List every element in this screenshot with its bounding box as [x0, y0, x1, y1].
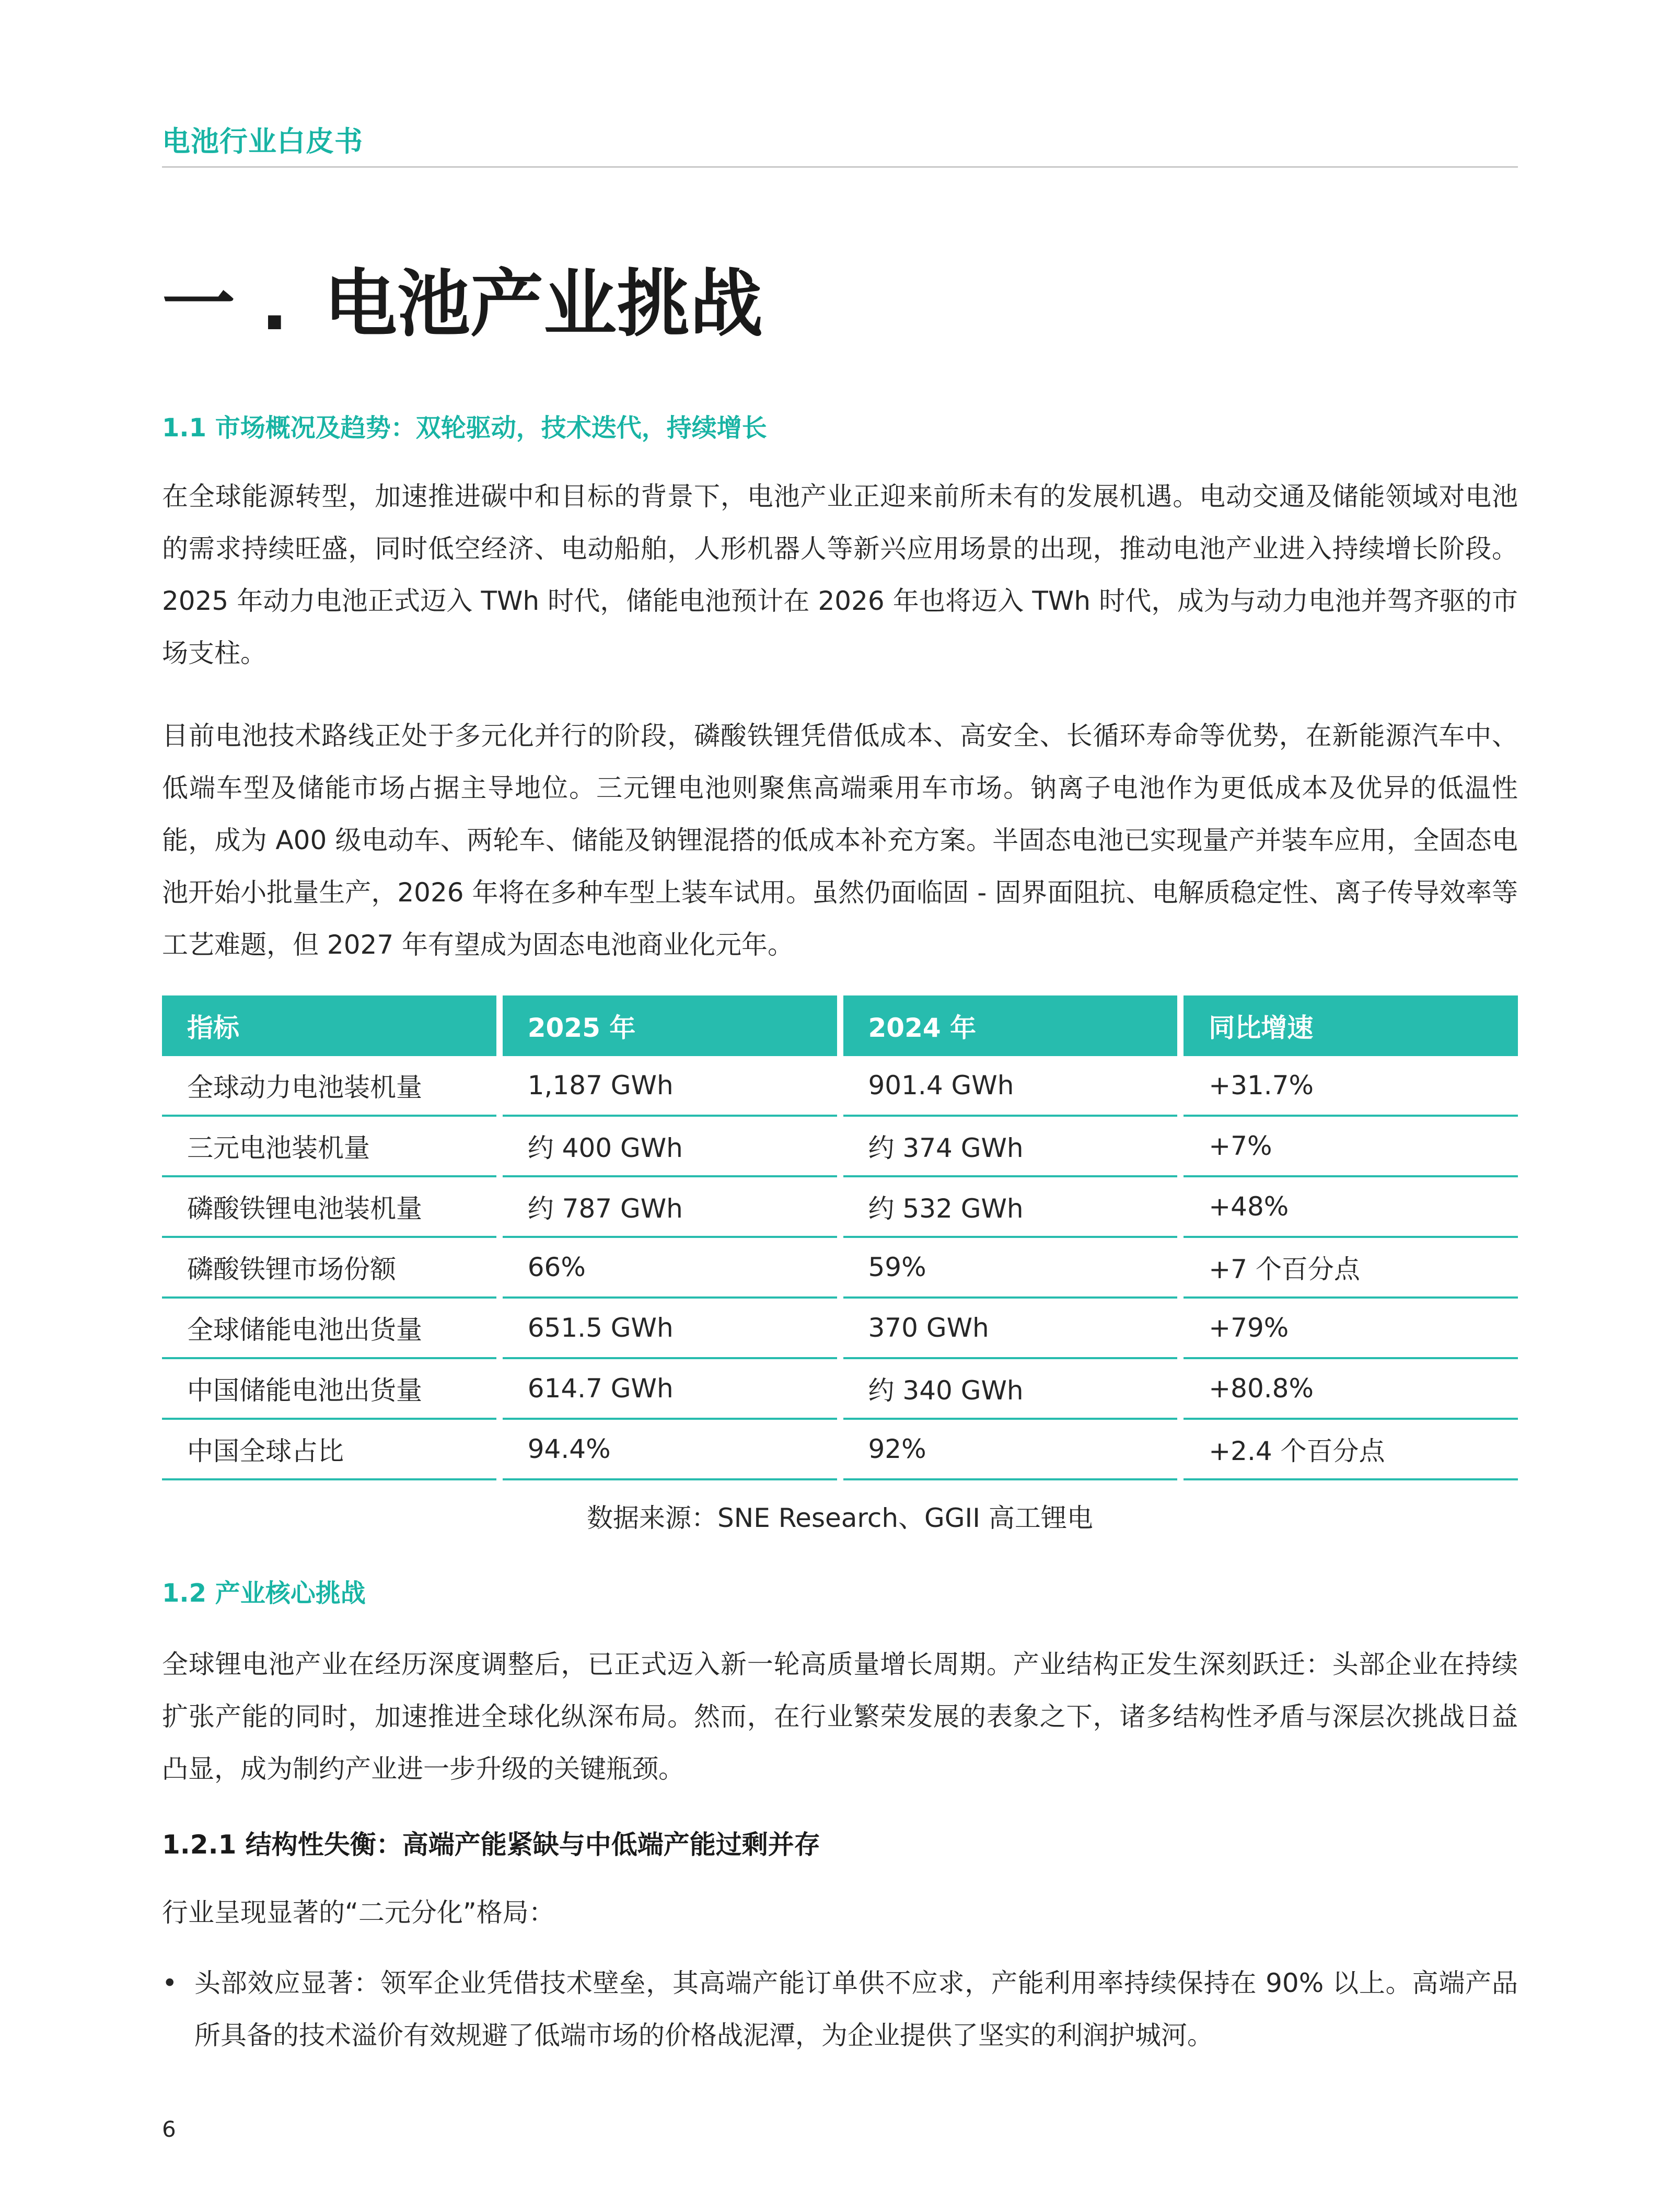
page-number: 6: [162, 2116, 176, 2142]
section-heading-1-1: 1.1 市场概况及趋势：双轮驱动，技术迭代，持续增长: [162, 413, 767, 443]
table-row: [162, 1359, 1518, 1420]
table-row: [162, 1177, 1518, 1238]
paragraph-technology-routes: 目前电池技术路线正处于多元化并行的阶段，磷酸铁锂凭借低成本、高安全、长循环寿命等优势，在新能源汽车中、低端车型及储能市场占据主导地位。三元锂电池则聚焦高端乘用车市场。钠离子电池作为更低成本及优异的低温性能，成为 A00 级电动车、两轮车、储能及钠锂混搭的低成本补充方案。半固态电池已实现量产并装车应用，全固态电池开始小批量生产，2026 年将在多种车型上装车试用。虽然仍面临固 - 固界面阻抗、电解质稳定性、离子传导效率等工艺难题，但 2027 年有望成为固态电池商业化元年。: [162, 721, 1518, 960]
table-cell: 全球动力电池装机量: [162, 1056, 496, 1117]
table-cell: 约 532 GWh: [843, 1177, 1178, 1238]
table-row: [162, 1299, 1518, 1359]
table-cell: 约 400 GWh: [503, 1117, 837, 1177]
paragraph-market-overview: 在全球能源转型，加速推进碳中和目标的背景下，电池产业正迎来前所未有的发展机遇。电动交通及储能领域对电池的需求持续旺盛，同时低空经济、电动船舶，人形机器人等新兴应用场景的出现，推动电池产业进入持续增长阶段。2025 年动力电池正式迈入 TWh 时代，储能电池预计在 2026 年也将迈入 TWh 时代，成为与动力电池并驾齐驱的市场支柱。: [162, 481, 1518, 668]
list-item-text: 头部效应显著：领军企业凭借技术壁垒，其高端产能订单供不应求，产能利用率持续保持在 90% 以上。高端产品所具备的技术溢价有效规避了低端市场的价格战泥潭，为企业提供了坚实的利润护城河。: [194, 1968, 1518, 2051]
chapter-number: 一 .: [162, 262, 288, 347]
table-row: [162, 1420, 1518, 1480]
paragraph-dual-pattern-intro: 行业呈现显著的“二元分化”格局：: [162, 1897, 555, 1928]
table-header-row: [162, 995, 1518, 1056]
table-header-cell: 指标: [162, 995, 496, 1056]
table-cell: 66%: [503, 1238, 837, 1299]
table-cell: 901.4 GWh: [843, 1056, 1178, 1117]
table-row: [162, 1238, 1518, 1299]
table-row: [162, 1117, 1518, 1177]
table-cell: +2.4 个百分点: [1184, 1420, 1518, 1480]
table-cell: 651.5 GWh: [503, 1299, 837, 1359]
running-header-title: 电池行业白皮书: [162, 125, 363, 158]
paragraph-core-challenges: 全球锂电池产业在经历深度调整后，已正式迈入新一轮高质量增长周期。产业结构正发生深刻跃迁：头部企业在持续扩张产能的同时，加速推进全球化纵深布局。然而，在行业繁荣发展的表象之下，诸多结构性矛盾与深层次挑战日益凸显，成为制约产业进一步升级的关键瓶颈。: [162, 1649, 1518, 1784]
table-cell: +31.7%: [1184, 1056, 1518, 1117]
table-cell: +7 个百分点: [1184, 1238, 1518, 1299]
table-cell: 94.4%: [503, 1420, 837, 1480]
table-cell: 约 787 GWh: [503, 1177, 837, 1238]
table-cell: 全球储能电池出货量: [162, 1299, 496, 1359]
table-cell: 614.7 GWh: [503, 1359, 837, 1420]
table-cell: 59%: [843, 1238, 1178, 1299]
table-cell: +79%: [1184, 1299, 1518, 1359]
bullet-icon: •: [162, 1968, 178, 1998]
list-item: [162, 1957, 1518, 2062]
table-row: [162, 1056, 1518, 1117]
section-heading-1-2: 1.2 产业核心挑战: [162, 1579, 366, 1608]
table-cell: 三元电池装机量: [162, 1117, 496, 1177]
table-cell: 约 340 GWh: [843, 1359, 1178, 1420]
chapter-title-text: 电池产业挑战: [324, 262, 763, 347]
header-divider: [162, 166, 1518, 168]
table-cell: 约 374 GWh: [843, 1117, 1178, 1177]
table-cell: 370 GWh: [843, 1299, 1178, 1359]
table-header-cell: 同比增速: [1184, 995, 1518, 1056]
subsection-heading-1-2-1: 1.2.1 结构性失衡：高端产能紧缺与中低端产能过剩并存: [162, 1829, 820, 1860]
table-source-note: 数据来源：SNE Research、GGII 高工锂电: [587, 1503, 1093, 1533]
table-cell: 磷酸铁锂电池装机量: [162, 1177, 496, 1238]
table-cell: 中国全球占比: [162, 1420, 496, 1480]
table-cell: 中国储能电池出货量: [162, 1359, 496, 1420]
table-cell: 92%: [843, 1420, 1178, 1480]
table-header-cell: 2025 年: [503, 995, 837, 1056]
table-cell: 磷酸铁锂市场份额: [162, 1238, 496, 1299]
table-cell: 1,187 GWh: [503, 1056, 837, 1117]
table-header-cell: 2024 年: [843, 995, 1178, 1056]
document-page: [162, 0, 1518, 2212]
table-cell: +48%: [1184, 1177, 1518, 1238]
chapter-title: [162, 246, 763, 351]
table-cell: +80.8%: [1184, 1359, 1518, 1420]
battery-statistics-table: [156, 995, 1524, 1480]
table-cell: +7%: [1184, 1117, 1518, 1177]
